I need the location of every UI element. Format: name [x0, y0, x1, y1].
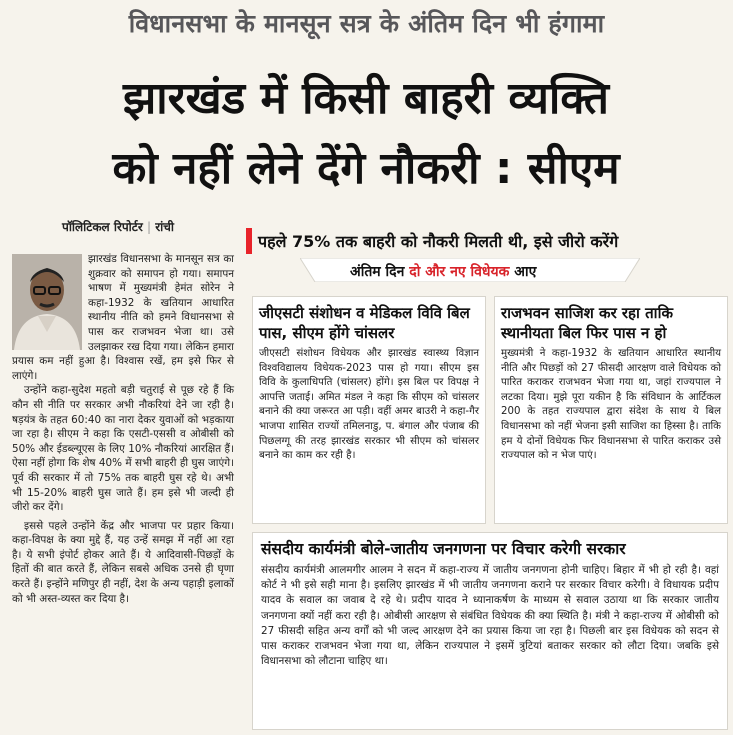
- subhead-red: दो और नए विधेयक: [409, 264, 510, 280]
- byline-separator: |: [146, 220, 151, 234]
- box1-body: जीएसटी संशोधन विधेयक और झारखंड स्वास्थ्य विज्ञान विश्वविद्यालय विधेयक-2023 पास हो गया। सीएम इस विवि के कुलाधिपति (चांसलर) होंगे। इस बिल पर विपक्ष ने आपत्ति जताई। अमित मंडल ने कहा कि सीएम को चांसलर बनाने की क्या जरूरत आ पड़ी। वहीं अमर बाउरी ने कहा-गैर भाजपा शासित राज्यों तमिलनाडु, प. बंगाल और पंजाब की पिछलग्गू की तरह झारखंड सरकार भी सीएम को चांसलर बनाने का काम कर रही है।: [259, 348, 479, 462]
- box2-body: मुख्यमंत्री ने कहा-1932 के खतियान आधारित स्थानीय नीति और पिछड़ों को 27 फीसदी आरक्षण वाले विधेयक को पारित कराकर राजभवन भेजा गया था, जहां राज्यपाल ने लटका दिया। मुझे पूरा यकीन है कि संविधान के आर्टिकल 200 के तहत राज्यपाल द्वारा संदेश के साथ ये बिल विधानसभा को नहीं भेजना इसी साजिश का हिस्सा है। ताकि हम ये दोनों विधेयक फिर विधानसभा से पारित कराकर उसे राज्यपाल को न भेज पाएं।: [501, 348, 721, 462]
- byline: [62, 218, 174, 235]
- left-column-story: [12, 252, 234, 606]
- byline-author: पॉलिटिकल रिपोर्टर: [62, 220, 143, 234]
- box2-title: राजभवन साजिश कर रहा ताकि स्थानीयता बिल फिर पास न हो: [501, 304, 673, 342]
- box3-title: संसदीय कार्यमंत्री बोले-जातीय जनगणना पर विचार करेगी सरकार: [261, 540, 626, 558]
- headline-line-2: को नहीं लेने देंगे नौकरी : सीएम: [112, 143, 620, 194]
- story-box-gst-bill: [252, 296, 486, 524]
- strap-accent-bar: [246, 228, 252, 254]
- portrait-photo-icon: [12, 254, 82, 350]
- left-paragraph-3: इससे पहले उन्होंने केंद्र और भाजपा पर प्रहार किया। कहा-विपक्ष के क्या मुद्दे हैं, यह उन्हें समझ में नहीं आ रहा है। ये सभी इंपोर्ट होकर आते हैं। ये आदिवासी-पिछड़ों के हितों की बात करते हैं, लेकिन सबसे अधिक उनसे ही घृणा करते हैं। इन्होंने मणिपुर ही नहीं, देश के अन्य पहाड़ी इलाकों को भी अस्त-व्यस्त कर दिया है।: [12, 519, 234, 605]
- subhead-banner: [300, 258, 640, 282]
- portrait-photo: [12, 254, 82, 350]
- subhead-pre: अंतिम दिन: [350, 264, 405, 280]
- subhead-post: आए: [514, 264, 537, 280]
- headline-line-1: झारखंड में किसी बाहरी व्यक्ति: [122, 73, 609, 124]
- byline-place: रांची: [155, 220, 174, 234]
- left-paragraph-1: झारखंड विधानसभा के मानसून सत्र का शुक्रवार को समापन हो गया। समापन भाषण में मुख्यमंत्री हेमंत सोरेन ने कहा-1932 के खतियान आधारित स्थानीय नीति को हमने विधानसभा से पास कर राजभवन भेजा था। उसे उलझाकर रख दिया गया। लेकिन हमारा प्रयास कम नहीं हुआ है। विश्वास रखें, हम इसे फिर से लाएंगे।: [12, 253, 234, 382]
- left-paragraph-2: उन्होंने कहा-सुदेश महतो बड़ी चतुराई से पूछ रहे हैं कि कौन सी नीति पर सरकार अभी नौकरियां देने जा रही है। षड़यंत्र के तहत 60:40 का नारा देकर युवाओं को भड़काया जा रहा है। सीएम ने कहा कि एसटी-एससी व ओबीसी को 50% और ईडब्ल्यूएस के लिए 10% नौकरियां आरक्षित हैं। ऐसा नहीं होगा कि शेष 40% में सभी बाहरी ही घुस जाएंगे। पूर्व की सरकार में तो 75% तक बाहरी घुस रहे थे। अभी भी 15-20% बाहरी घुस जाते हैं। हम इसे भी जल्दी ही जीरो कर देंगे।: [12, 384, 234, 514]
- subhead-text: [350, 262, 536, 281]
- story-box-caste-census: [252, 532, 728, 730]
- box3-body: संसदीय कार्यमंत्री आलमगीर आलम ने सदन में कहा-राज्य में जातीय जनगणना होनी चाहिए। बिहार में भी हो रही है। वहां कोर्ट ने भी इसे सही माना है। इसलिए झारखंड में भी जातीय जनगणना कराने पर सरकार विचार करेगी। वे विधायक प्रदीप यादव के सवाल का जवाब दे रहे थे। प्रदीप यादव ने ध्यानाकर्षण के माध्यम से सवाल उठाया था कि सरकार जातीय जनगणना क्यों नहीं करा रही है। ओबीसी आरक्षण से संबंधित विधेयक की क्या स्थिति है। मंत्री ने कहा-राज्य में ओबीसी को 27 फीसदी सहित अन्य वर्गों को भी जल्द आरक्षण देने का प्रयास किया जा रहा है। पिछली बार इस विधेयक को सदन से पास कराकर राजभवन भेजा गया था, लेकिन राज्यपाल ने इसमें त्रुटियां बताकर सरकार को लौटा दिया। जबकि इसे विधानसभा को लौटाना चाहिए था।: [261, 564, 719, 668]
- box1-title: जीएसटी संशोधन व मेडिकल विवि बिल पास, सीएम होंगे चांसलर: [259, 304, 470, 342]
- kicker: विधानसभा के मानसून सत्र के अंतिम दिन भी हंगामा: [128, 9, 605, 38]
- strap-headline: पहले 75% तक बाहरी को नौकरी मिलती थी, इसे जीरो करेंगे: [258, 232, 619, 251]
- story-box-rajbhavan: [494, 296, 728, 524]
